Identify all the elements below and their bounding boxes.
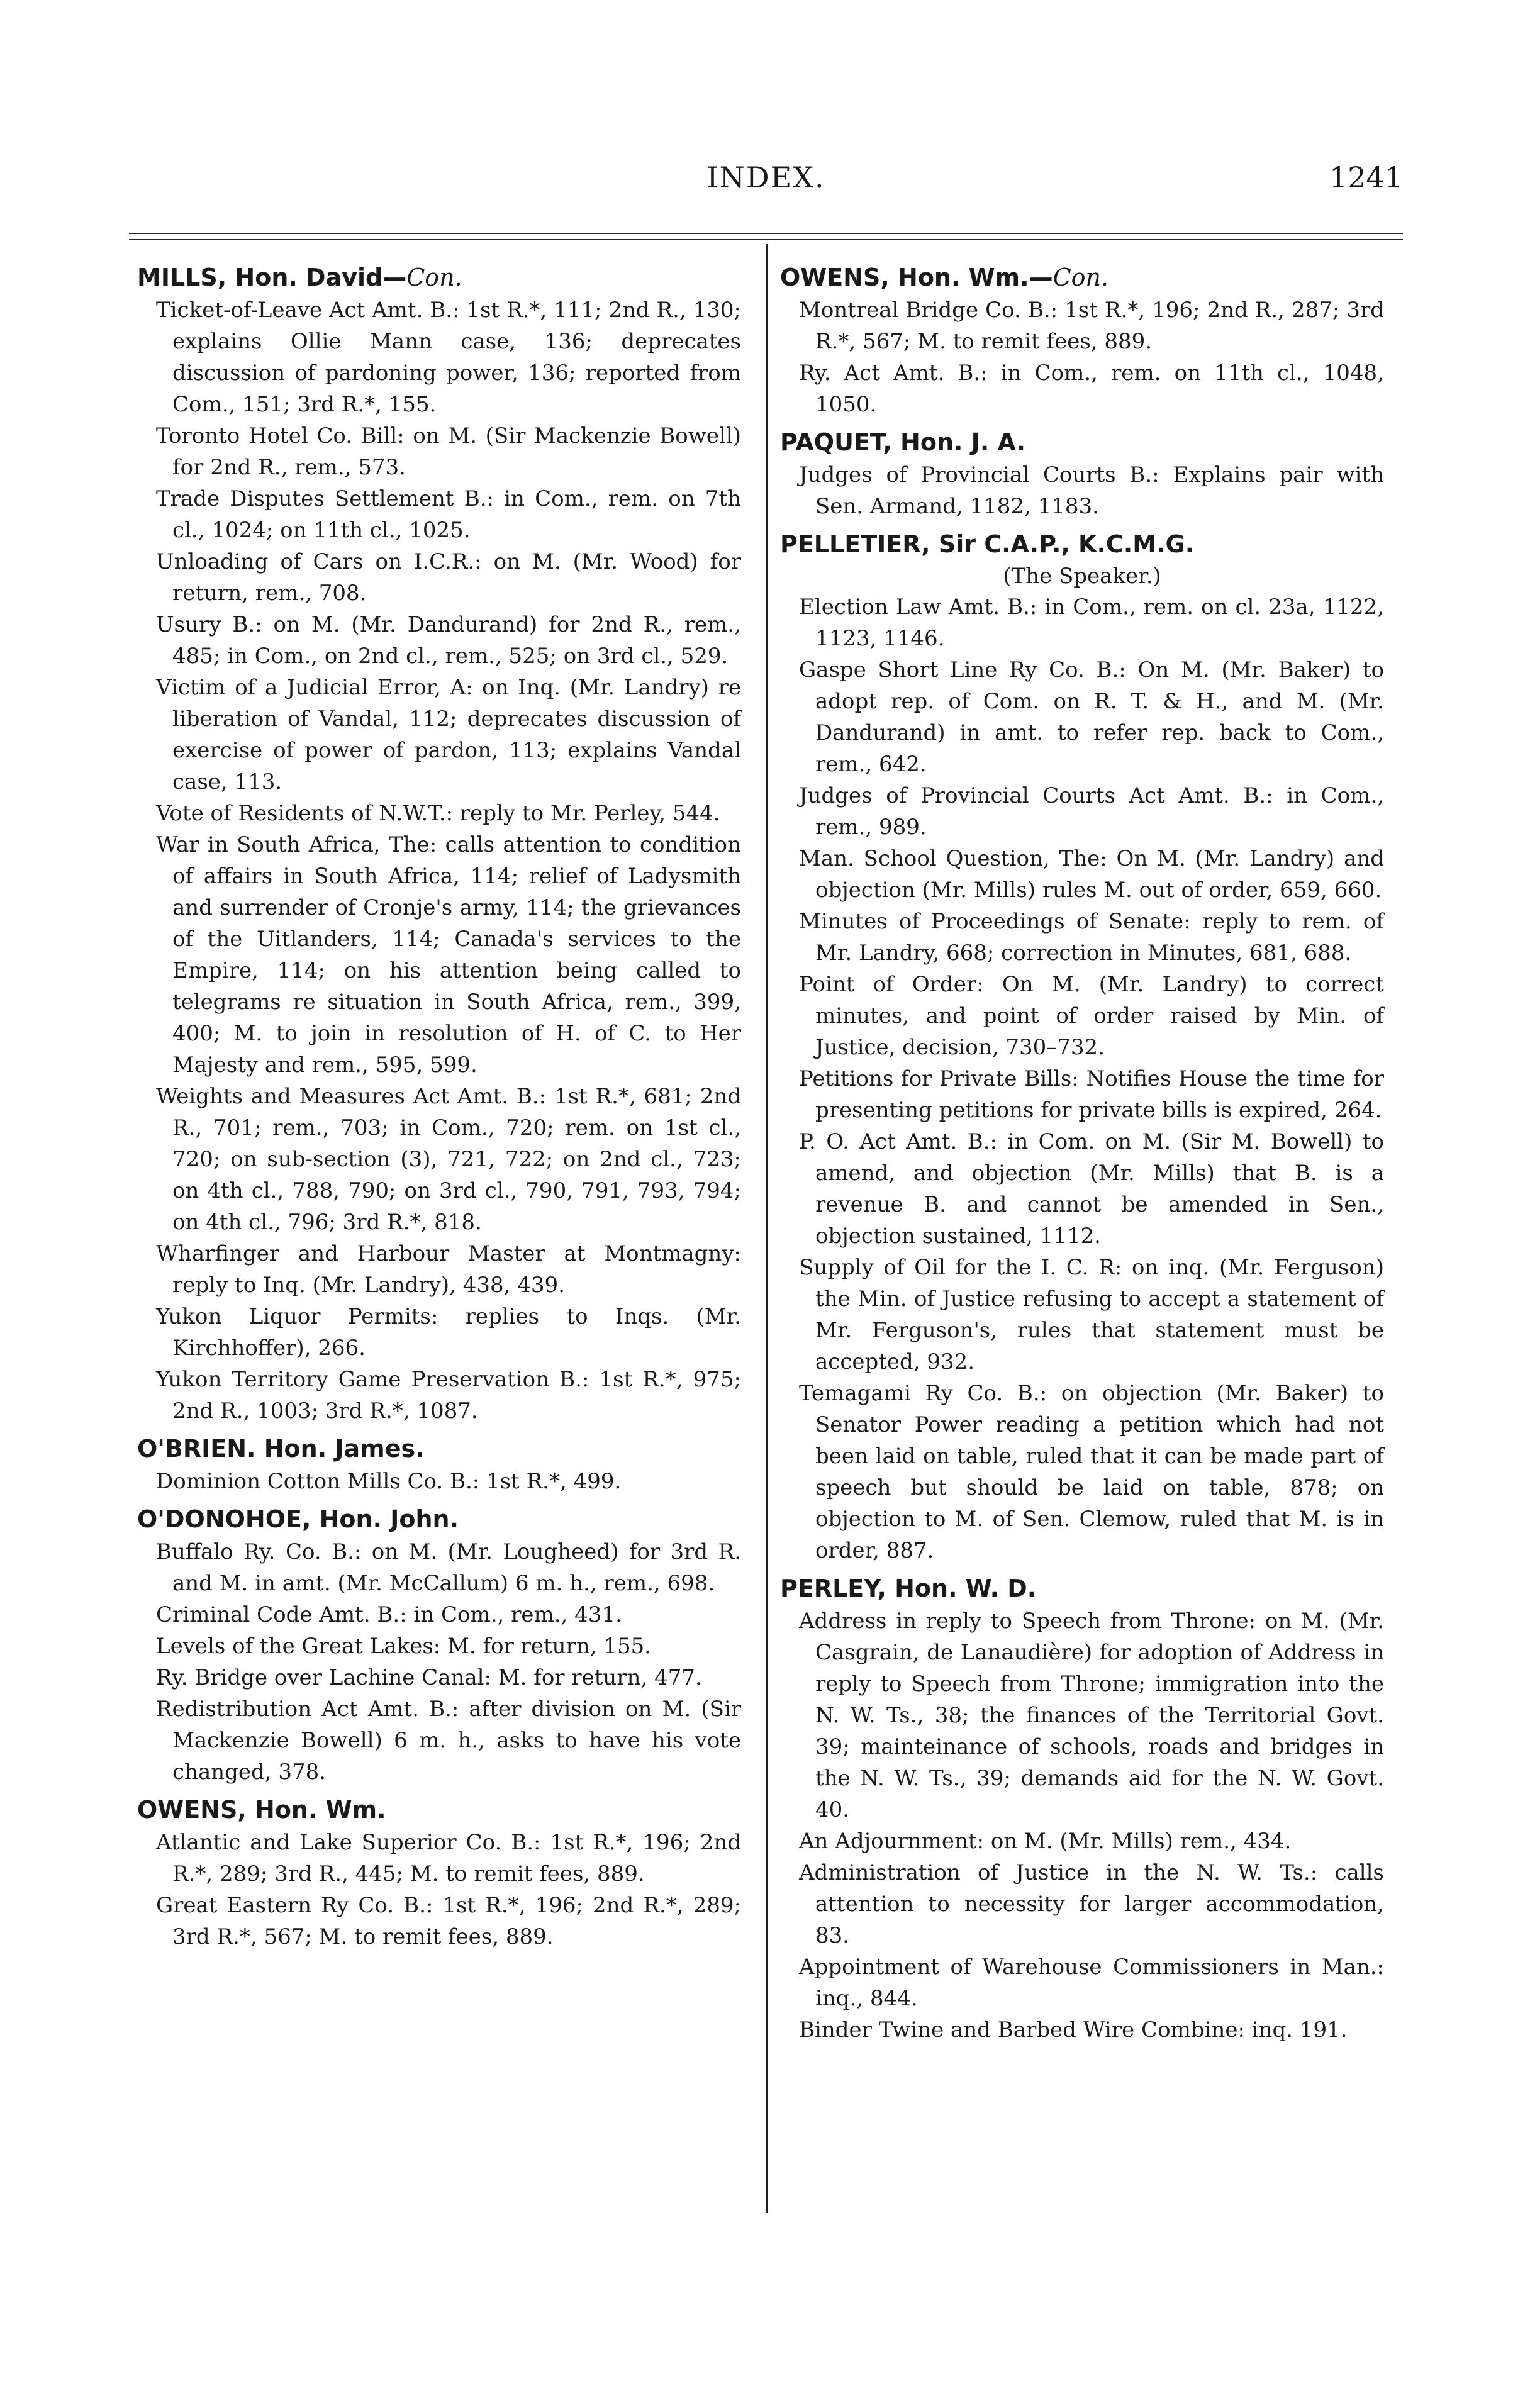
index-entry: Criminal Code Amt. B.: in Com., rem., 431. bbox=[156, 1602, 622, 1627]
section-heading bbox=[137, 1502, 741, 1536]
index-entry: Buffalo Ry. Co. B.: on M. (Mr. Lougheed) for 3rd R. and M. in amt. (Mr. McCallum) 6 m. h., rem., 698. bbox=[156, 1539, 741, 1596]
index-section bbox=[780, 425, 1384, 522]
index-entry: Levels of the Great Lakes: M. for return, 155. bbox=[156, 1634, 652, 1659]
left-column bbox=[137, 258, 741, 1958]
section-subtitle: (The Speaker.) bbox=[1003, 564, 1161, 589]
right-column bbox=[780, 258, 1384, 2051]
section-heading bbox=[780, 260, 1384, 294]
page-number: 1241 bbox=[1329, 160, 1403, 194]
section-heading bbox=[137, 1793, 741, 1827]
index-section bbox=[137, 260, 741, 1427]
index-entry: P. O. Act Amt. B.: in Com. on M. (Sir M. Bowell) to amend, and objection (Mr. Mills) that B. is a revenue B. and cannot be amended in Sen., objection sustained, 1112. bbox=[799, 1129, 1384, 1249]
index-entry: Supply of Oil for the I. C. R: on inq. (Mr. Ferguson) the Min. of Justice refusing to accept a statement of Mr. Ferguson's, rules that statement must be accepted, 932. bbox=[799, 1255, 1384, 1374]
page-header bbox=[129, 160, 1403, 211]
index-entry: Atlantic and Lake Superior Co. B.: 1st R.*, 196; 2nd R.*, 289; 3rd R., 445; M. to remit fees, 889. bbox=[156, 1830, 741, 1887]
index-section bbox=[137, 1793, 741, 1953]
index-entry: Redistribution Act Amt. B.: after division on M. (Sir Mackenzie Bowell) 6 m. h., asks to have his vote changed, 378. bbox=[156, 1697, 741, 1785]
index-entry: Temagami Ry Co. B.: on objection (Mr. Baker) to Senator Power reading a petition which had not been laid on table, ruled that it can be made part of speech but should be laid on table, 878; on objection to M. of Sen. Clemow, ruled that M. is in order, 887. bbox=[799, 1381, 1384, 1563]
heading-name: OWENS, Hon. Wm. bbox=[137, 1796, 386, 1824]
index-entry: Unloading of Cars on I.C.R.: on M. (Mr. Wood) for return, rem., 708. bbox=[156, 549, 741, 606]
index-entry: Minutes of Proceedings of Senate: reply to rem. of Mr. Landry, 668; correction in Minutes, 681, 688. bbox=[799, 909, 1384, 966]
page-title: INDEX. bbox=[706, 160, 825, 194]
index-entry: Appointment of Warehouse Commissioners in Man.: inq., 844. bbox=[799, 1954, 1384, 2011]
index-entry: Gaspe Short Line Ry Co. B.: On M. (Mr. Baker) to adopt rep. of Com. on R. T. & H., and M. (Mr. Dandurand) in amt. to refer rep. back to Com., rem., 642. bbox=[799, 657, 1384, 777]
index-entry: Toronto Hotel Co. Bill: on M. (Sir Mackenzie Bowell) for 2nd R., rem., 573. bbox=[156, 423, 741, 480]
heading-name: O'DONOHOE, Hon. John. bbox=[137, 1505, 459, 1533]
section-heading bbox=[780, 527, 1384, 561]
header-rule-top bbox=[129, 233, 1403, 234]
index-section bbox=[137, 1432, 741, 1497]
index-section bbox=[780, 527, 1384, 1566]
index-entry: Montreal Bridge Co. B.: 1st R.*, 196; 2nd R., 287; 3rd R.*, 567; M. to remit fees, 889. bbox=[799, 298, 1384, 354]
index-entry: Yukon Liquor Permits: replies to Inqs. (Mr. Kirchhoffer), 266. bbox=[156, 1304, 741, 1361]
index-section bbox=[780, 1571, 1384, 2046]
index-entry: Man. School Question, The: On M. (Mr. Landry) and objection (Mr. Mills) rules M. out of order, 659, 660. bbox=[799, 846, 1384, 903]
index-entry: Ry. Act Amt. B.: in Com., rem. on 11th cl., 1048, 1050. bbox=[799, 360, 1384, 417]
index-entry: Vote of Residents of N.W.T.: reply to Mr. Perley, 544. bbox=[156, 801, 720, 826]
index-entry: Point of Order: On M. (Mr. Landry) to correct minutes, and point of order raised by Min. of Justice, decision, 730–732. bbox=[799, 972, 1384, 1060]
index-entry: Yukon Territory Game Preservation B.: 1st R.*, 975; 2nd R., 1003; 3rd R.*, 1087. bbox=[156, 1367, 741, 1424]
index-section bbox=[137, 1502, 741, 1788]
section-heading bbox=[137, 260, 741, 294]
heading-name: PERLEY, Hon. W. D. bbox=[780, 1575, 1037, 1602]
index-entry: Weights and Measures Act Amt. B.: 1st R.*, 681; 2nd R., 701; rem., 703; in Com., 720; rem. on 1st cl., 720; on sub-section (3), 721, 722; on 2nd cl., 723; on 4th cl., 788, 790; on 3rd cl., 790, 791, 793, 794; on 4th cl., 796; 3rd R.*, 818. bbox=[156, 1084, 741, 1235]
index-entry: Usury B.: on M. (Mr. Dandurand) for 2nd R., rem., 485; in Com., on 2nd cl., rem., 525; on 3rd cl., 529. bbox=[156, 612, 741, 669]
index-entry: Election Law Amt. B.: in Com., rem. on cl. 23a, 1122, 1123, 1146. bbox=[799, 594, 1384, 651]
section-heading bbox=[780, 425, 1384, 459]
index-entry: Ry. Bridge over Lachine Canal: M. for return, 477. bbox=[156, 1665, 702, 1690]
index-entry: Great Eastern Ry Co. B.: 1st R.*, 196; 2nd R.*, 289; 3rd R.*, 567; M. to remit fees, 889. bbox=[156, 1893, 741, 1949]
index-entry: Ticket-of-Leave Act Amt. B.: 1st R.*, 111; 2nd R., 130; explains Ollie Mann case, 136; deprecates discussion of pardoning power, 136; reported from Com., 151; 3rd R.*, 155. bbox=[156, 298, 741, 417]
index-section bbox=[780, 260, 1384, 420]
heading-continued: Con. bbox=[1053, 264, 1109, 291]
index-entry: Victim of a Judicial Error, A: on Inq. (Mr. Landry) re liberation of Vandal, 112; deprecates discussion of exercise of power of pardon, 113; explains Vandal case, 113. bbox=[156, 675, 741, 794]
heading-name: O'BRIEN. Hon. James. bbox=[137, 1435, 425, 1463]
header-rule-bottom bbox=[129, 239, 1403, 240]
column-divider bbox=[766, 244, 768, 2213]
index-entry: Wharfinger and Harbour Master at Montmagny: reply to Inq. (Mr. Landry), 438, 439. bbox=[156, 1241, 741, 1298]
index-entry: Dominion Cotton Mills Co. B.: 1st R.*, 499. bbox=[156, 1469, 622, 1494]
index-entry: Judges of Provincial Courts B.: Explains pair with Sen. Armand, 1182, 1183. bbox=[799, 462, 1384, 519]
index-entry: War in South Africa, The: calls attention to condition of affairs in South Africa, 114; relief of Ladysmith and surrender of Cronje's army, 114; the grievances of the Uitlanders, 114; Canada's services to the Empire, 114; on his attention being called to telegrams re situation in South Africa, rem., 399, 400; M. to join in resolution of H. of C. to Her Majesty and rem., 595, 599. bbox=[156, 832, 741, 1078]
index-entry: Trade Disputes Settlement B.: in Com., rem. on 7th cl., 1024; on 11th cl., 1025. bbox=[156, 486, 741, 543]
index-entry: Administration of Justice in the N. W. Ts.: calls attention to necessity for larger accommodation, 83. bbox=[799, 1860, 1384, 1948]
section-heading bbox=[780, 1571, 1384, 1605]
index-entry: Petitions for Private Bills: Notifies House the time for presenting petitions for private bills is expired, 264. bbox=[799, 1066, 1384, 1123]
index-entry: Address in reply to Speech from Throne: on M. (Mr. Casgrain, de Lanaudière) for adoption of Address in reply to Speech from Throne; immigration into the N. W. Ts., 38; the finances of the Territorial Govt. 39; mainteinance of schools, roads and bridges in the N. W. Ts., 39; demands aid for the N. W. Govt. 40. bbox=[799, 1608, 1384, 1822]
heading-name: PELLETIER, Sir C.A.P., K.C.M.G. bbox=[780, 530, 1195, 558]
heading-name: MILLS, Hon. David— bbox=[137, 264, 407, 291]
heading-name: PAQUET, Hon. J. A. bbox=[780, 428, 1026, 456]
index-entry: An Adjournment: on M. (Mr. Mills) rem., 434. bbox=[799, 1829, 1292, 1854]
section-heading bbox=[137, 1432, 741, 1466]
heading-name: OWENS, Hon. Wm.— bbox=[780, 264, 1053, 291]
index-entry: Binder Twine and Barbed Wire Combine: inq. 191. bbox=[799, 2017, 1348, 2043]
heading-continued: Con. bbox=[406, 264, 462, 291]
index-entry: Judges of Provincial Courts Act Amt. B.: in Com., rem., 989. bbox=[799, 783, 1384, 840]
